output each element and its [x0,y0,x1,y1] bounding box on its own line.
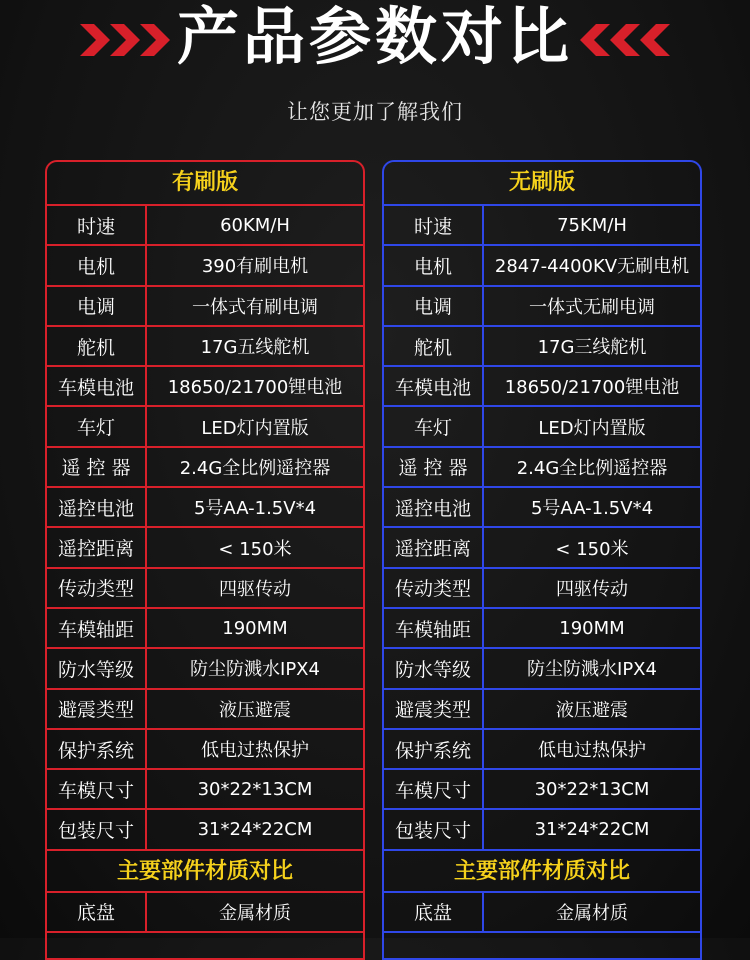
row-value: < 150米 [218,538,292,560]
row-label: 包装尺寸 [384,810,484,848]
row-value: 190MM [222,617,288,639]
table-row [384,609,700,649]
table-row [384,367,700,407]
row-value: 低电过热保护 [538,740,646,761]
row-value: 2.4G全比例遥控器 [516,457,668,479]
row-label: 遥 控 器 [47,448,147,486]
table-row [47,206,363,246]
row-label: 电调 [47,287,147,325]
table-row [384,649,700,689]
page-subtitle: 让您更加了解我们 [287,100,463,124]
row-value: 2.4G全比例遥控器 [179,457,331,479]
table-row [384,407,700,447]
row-label: 包装尺寸 [47,810,147,848]
row-label: 车灯 [47,407,147,445]
chevron-left-icon [575,22,670,58]
row-value: 17G三线舵机 [537,337,647,359]
row-label: 避震类型 [47,690,147,728]
table-row [47,528,363,568]
row-value: 75KM/H [557,214,627,236]
row-label: 时速 [47,206,147,244]
row-label: 底盘 [47,893,147,931]
row-value: 金属材质 [219,902,291,924]
row-value: 18650/21700锂电池 [167,377,343,399]
row-label: 车灯 [384,407,484,445]
table-row [47,246,363,286]
row-label: 遥控电池 [47,488,147,526]
row-label: 避震类型 [384,690,484,728]
row-label: 车模轴距 [47,609,147,647]
row-label: 底盘 [384,893,484,931]
page-title: 产品参数对比 [176,0,573,73]
row-value: 一体式无刷电调 [529,296,655,318]
table-row [47,810,363,850]
table-row [384,569,700,609]
table-row [384,448,700,488]
table-row [47,649,363,689]
row-label: 传动类型 [47,569,147,607]
brushless-material-section-title: 主要部件材质对比 [384,851,700,893]
row-label: 电机 [47,246,147,284]
row-label: 电调 [384,287,484,325]
table-row [384,690,700,730]
row-value: LED灯内置版 [201,417,309,439]
row-label: 遥控距离 [47,528,147,566]
row-label: 保护系统 [384,730,484,768]
row-label: 防水等级 [384,649,484,687]
table-row [47,730,363,770]
table-row [384,528,700,568]
row-value: 30*22*13CM [197,778,313,800]
row-label: 电机 [384,246,484,284]
row-value: 一体式有刷电调 [192,296,318,318]
table-row [384,730,700,770]
row-label: 舵机 [384,327,484,365]
row-label: 车模尺寸 [47,770,147,808]
row-value: 5号AA-1.5V*4 [193,498,317,520]
row-value: 防尘防溅水IPX4 [527,659,657,681]
table-row [384,810,700,850]
brushed-material-section-title: 主要部件材质对比 [47,851,363,893]
row-label: 传动类型 [384,569,484,607]
row-value: 四驱传动 [556,578,628,600]
row-value: 190MM [559,617,625,639]
row-label: 保护系统 [47,730,147,768]
row-value: 金属材质 [556,902,628,924]
title-row [0,0,750,80]
table-row [47,569,363,609]
table-row [47,407,363,447]
row-label: 舵机 [47,327,147,365]
table-row [47,893,363,933]
row-value: 低电过热保护 [201,740,309,761]
row-value: 30*22*13CM [534,778,650,800]
table-row [47,770,363,810]
table-row [47,327,363,367]
brushed-table-header: 有刷版 [47,162,363,206]
row-value: 5号AA-1.5V*4 [530,498,654,520]
table-row [47,448,363,488]
row-label: 遥控距离 [384,528,484,566]
row-label: 车模电池 [384,367,484,405]
table-row [384,206,700,246]
row-label: 防水等级 [47,649,147,687]
row-label: 车模尺寸 [384,770,484,808]
row-value: 液压避震 [219,699,291,721]
row-value: < 150米 [555,538,629,560]
row-value: 2847-4400KV无刷电机 [494,256,690,278]
brushless-spec-table [382,160,702,960]
table-row [47,609,363,649]
table-row [47,488,363,528]
row-value: 31*24*22CM [534,819,650,841]
row-value: LED灯内置版 [538,417,646,439]
table-row [384,246,700,286]
brushless-table-header: 无刷版 [384,162,700,206]
table-row [47,690,363,730]
table-row [384,327,700,367]
row-value: 防尘防溅水IPX4 [190,659,320,681]
table-row [47,367,363,407]
row-value: 四驱传动 [219,578,291,600]
row-label: 车模轴距 [384,609,484,647]
row-label: 车模电池 [47,367,147,405]
table-row [384,488,700,528]
row-label: 遥 控 器 [384,448,484,486]
brushed-spec-table [45,160,365,960]
row-value: 60KM/H [220,214,290,236]
table-row [384,893,700,933]
row-value: 31*24*22CM [197,819,313,841]
row-value: 390有刷电机 [201,256,309,278]
table-row [384,287,700,327]
table-row [47,287,363,327]
table-row [384,770,700,810]
row-value: 17G五线舵机 [200,337,310,359]
row-label: 时速 [384,206,484,244]
row-label: 遥控电池 [384,488,484,526]
row-value: 液压避震 [556,699,628,721]
row-value: 18650/21700锂电池 [504,377,680,399]
